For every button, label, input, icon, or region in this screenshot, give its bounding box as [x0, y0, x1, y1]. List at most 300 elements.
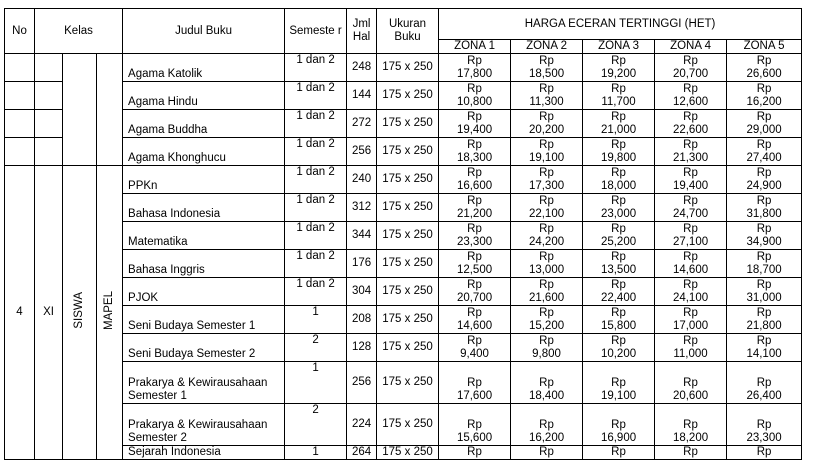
price-value: 26,400	[746, 390, 782, 402]
no-cell-blank	[5, 138, 35, 166]
price-value: 22,600	[672, 124, 709, 136]
currency-label: Rp	[683, 83, 698, 95]
currency-label: Rp	[467, 83, 482, 95]
currency-label: Rp	[467, 377, 482, 389]
currency-label: Rp	[683, 167, 698, 179]
price-value: 27,400	[746, 152, 782, 164]
price-value: 31,800	[746, 208, 782, 220]
price-value: 17,600	[456, 390, 493, 402]
group-kelas: XI	[35, 166, 63, 460]
price-value: 18,500	[528, 68, 565, 80]
header-zona-3: ZONA 3	[583, 40, 655, 54]
judul-buku-cell: PJOK	[123, 278, 285, 306]
price-value: 20,600	[672, 390, 709, 402]
price-value: 16,200	[528, 432, 565, 444]
currency-label: Rp	[611, 223, 626, 235]
price-cell-zona-2	[511, 306, 583, 334]
price-cell-zona-5	[727, 166, 802, 194]
currency-label: Rp	[756, 55, 772, 67]
price-cell-zona-4	[655, 222, 727, 250]
price-cell-zona-2	[511, 404, 583, 446]
semester-cell: 1 dan 2	[285, 110, 347, 138]
price-cell-zona-4	[655, 446, 727, 460]
currency-label: Rp	[756, 223, 772, 235]
group-no: 4	[5, 166, 35, 460]
price-cell-zona-4	[655, 250, 727, 278]
price-cell-zona-5	[727, 194, 802, 222]
judul-buku-cell: Agama Buddha	[123, 110, 285, 138]
siswa-cell-blank	[63, 54, 97, 166]
ukuran-buku-cell: 175 x 250	[377, 54, 439, 82]
price-cell-zona-1	[439, 110, 511, 138]
ukuran-buku-cell: 175 x 250	[377, 306, 439, 334]
semester-cell: 1 dan 2	[285, 278, 347, 306]
price-value: 11,300	[529, 96, 564, 108]
price-value: 11,700	[601, 96, 636, 108]
price-cell-zona-1	[439, 250, 511, 278]
price-cell-zona-2	[511, 250, 583, 278]
currency-label: Rp	[467, 307, 482, 319]
semester-cell: 1 dan 2	[285, 82, 347, 110]
ukuran-buku-cell: 175 x 250	[377, 362, 439, 404]
price-cell-zona-1	[439, 222, 511, 250]
price-value: 20,700	[672, 68, 709, 80]
currency-label: Rp	[756, 83, 772, 95]
price-value: 14,600	[456, 320, 493, 332]
header-het: HARGA ECERAN TERTINGGI (HET)	[439, 9, 802, 40]
currency-label: Rp	[467, 223, 482, 235]
currency-label: Rp	[467, 446, 482, 458]
currency-label: Rp	[683, 335, 698, 347]
price-cell-zona-2	[511, 362, 583, 404]
price-value: 23,000	[600, 208, 637, 220]
judul-buku-cell: PPKn	[123, 166, 285, 194]
price-cell-zona-5	[727, 278, 802, 306]
semester-cell: 1	[285, 446, 347, 460]
price-value: 23,300	[746, 432, 782, 444]
currency-label: Rp	[683, 111, 698, 123]
kelas-cell-blank	[35, 54, 63, 82]
semester-cell: 1 dan 2	[285, 250, 347, 278]
group-siswa	[63, 166, 97, 460]
price-cell-zona-3	[583, 404, 655, 446]
header-no: No	[5, 9, 35, 54]
currency-label: Rp	[467, 419, 482, 431]
price-value: 19,400	[672, 180, 709, 192]
currency-label: Rp	[611, 279, 626, 291]
currency-label: Rp	[683, 55, 698, 67]
mapel-label: MAPEL	[103, 291, 116, 330]
jml-hal-cell: 304	[347, 278, 377, 306]
price-value: 22,100	[528, 208, 565, 220]
currency-label: Rp	[539, 377, 554, 389]
currency-label: Rp	[683, 251, 698, 263]
currency-label: Rp	[467, 55, 482, 67]
currency-label: Rp	[539, 55, 554, 67]
currency-label: Rp	[611, 335, 626, 347]
semester-cell: 1	[285, 306, 347, 334]
price-cell-zona-4	[655, 138, 727, 166]
currency-label: Rp	[756, 167, 772, 179]
price-value: 10,800	[456, 96, 493, 108]
semester-cell: 1 dan 2	[285, 54, 347, 82]
jml-hal-cell: 224	[347, 404, 377, 446]
currency-label: Rp	[683, 223, 698, 235]
price-cell-zona-3	[583, 362, 655, 404]
currency-label: Rp	[539, 279, 554, 291]
price-cell-zona-5	[727, 362, 802, 404]
price-value: 15,600	[456, 432, 493, 444]
no-cell-blank	[5, 82, 35, 110]
price-cell-zona-1	[439, 54, 511, 82]
table-row	[5, 278, 802, 306]
currency-label: Rp	[539, 223, 554, 235]
ukuran-buku-cell: 175 x 250	[377, 404, 439, 446]
price-value: 17,000	[672, 320, 709, 332]
currency-label: Rp	[756, 195, 772, 207]
jml-hal-cell: 128	[347, 334, 377, 362]
header-zona-1: ZONA 1	[439, 40, 511, 54]
price-value: 21,600	[528, 292, 565, 304]
price-cell-zona-2	[511, 166, 583, 194]
currency-label: Rp	[467, 335, 482, 347]
judul-buku-cell: Matematika	[123, 222, 285, 250]
jml-hal-cell: 208	[347, 306, 377, 334]
semester-cell: 1 dan 2	[285, 222, 347, 250]
price-cell-zona-3	[583, 166, 655, 194]
price-cell-zona-1	[439, 334, 511, 362]
price-value: 21,200	[456, 208, 493, 220]
price-value: 27,100	[672, 236, 709, 248]
semester-cell: 2	[285, 334, 347, 362]
price-value: 17,800	[456, 68, 493, 80]
price-value: 9,400	[460, 348, 489, 360]
price-cell-zona-2	[511, 54, 583, 82]
currency-label: Rp	[683, 419, 698, 431]
ukuran-buku-cell: 175 x 250	[377, 138, 439, 166]
ukuran-buku-cell: 175 x 250	[377, 166, 439, 194]
siswa-label: SISWA	[73, 292, 85, 329]
price-cell-zona-2	[511, 446, 583, 460]
price-cell-zona-5	[727, 54, 802, 82]
price-value: 16,600	[456, 180, 493, 192]
ukuran-buku-cell: 175 x 250	[377, 278, 439, 306]
semester-cell: 1 dan 2	[285, 194, 347, 222]
kelas-cell-blank	[35, 82, 63, 110]
currency-label: Rp	[611, 446, 626, 458]
price-cell-zona-4	[655, 334, 727, 362]
ukuran-buku-cell: 175 x 250	[377, 250, 439, 278]
price-cell-zona-1	[439, 166, 511, 194]
currency-label: Rp	[756, 307, 772, 319]
currency-label: Rp	[467, 139, 482, 151]
price-value: 16,200	[746, 96, 782, 108]
currency-label: Rp	[467, 167, 482, 179]
jml-hal-cell: 256	[347, 362, 377, 404]
currency-label: Rp	[539, 419, 554, 431]
currency-label: Rp	[683, 377, 698, 389]
price-value: 19,100	[600, 390, 637, 402]
currency-label: Rp	[756, 251, 772, 263]
currency-label: Rp	[539, 195, 554, 207]
price-cell-zona-2	[511, 222, 583, 250]
price-cell-zona-3	[583, 54, 655, 82]
header-kelas: Kelas	[35, 9, 123, 54]
price-value: 18,700	[746, 264, 782, 276]
price-cell-zona-4	[655, 404, 727, 446]
judul-buku-cell: Seni Budaya Semester 2	[123, 334, 285, 362]
currency-label: Rp	[756, 377, 772, 389]
table-row	[5, 138, 802, 166]
price-cell-zona-3	[583, 278, 655, 306]
price-cell-zona-5	[727, 306, 802, 334]
price-value: 9,800	[532, 348, 561, 360]
currency-label: Rp	[539, 307, 554, 319]
price-value: 21,300	[672, 152, 709, 164]
price-value: 16,900	[600, 432, 637, 444]
currency-label: Rp	[467, 279, 482, 291]
table-row	[5, 306, 802, 334]
no-cell-blank	[5, 110, 35, 138]
price-cell-zona-2	[511, 138, 583, 166]
price-value: 15,200	[528, 320, 565, 332]
currency-label: Rp	[611, 83, 626, 95]
judul-buku-cell: Sejarah Indonesia	[123, 446, 285, 460]
table-row	[5, 194, 802, 222]
ukuran-buku-cell: 175 x 250	[377, 194, 439, 222]
price-cell-zona-2	[511, 278, 583, 306]
judul-buku-cell: Prakarya & Kewirausahaan Semester 2	[123, 404, 285, 446]
group-mapel	[97, 166, 123, 460]
price-cell-zona-1	[439, 138, 511, 166]
price-cell-zona-3	[583, 138, 655, 166]
table-row	[5, 166, 802, 194]
currency-label: Rp	[756, 279, 772, 291]
price-value: 11,000	[673, 348, 708, 360]
price-cell-zona-5	[727, 334, 802, 362]
price-cell-zona-1	[439, 404, 511, 446]
price-cell-zona-2	[511, 194, 583, 222]
price-cell-zona-5	[727, 250, 802, 278]
price-cell-zona-5	[727, 138, 802, 166]
price-value: 29,000	[746, 124, 782, 136]
jml-hal-cell: 344	[347, 222, 377, 250]
price-cell-zona-1	[439, 446, 511, 460]
currency-label: Rp	[756, 419, 772, 431]
price-cell-zona-5	[727, 404, 802, 446]
currency-label: Rp	[539, 335, 554, 347]
currency-label: Rp	[683, 307, 698, 319]
price-value: 12,500	[456, 264, 493, 276]
currency-label: Rp	[683, 195, 698, 207]
price-cell-zona-4	[655, 54, 727, 82]
price-cell-zona-1	[439, 306, 511, 334]
ukuran-buku-cell: 175 x 250	[377, 222, 439, 250]
price-cell-zona-4	[655, 306, 727, 334]
price-value: 19,200	[600, 68, 637, 80]
price-cell-zona-1	[439, 82, 511, 110]
currency-label: Rp	[539, 251, 554, 263]
price-value: 24,900	[746, 180, 782, 192]
price-value: 20,200	[528, 124, 565, 136]
currency-label: Rp	[539, 139, 554, 151]
currency-label: Rp	[539, 111, 554, 123]
judul-buku-cell: Agama Katolik	[123, 54, 285, 82]
kelas-cell-blank	[35, 138, 63, 166]
price-cell-zona-5	[727, 222, 802, 250]
price-cell-zona-4	[655, 82, 727, 110]
price-value: 24,700	[672, 208, 709, 220]
ukuran-buku-cell: 175 x 250	[377, 110, 439, 138]
judul-buku-cell: Seni Budaya Semester 1	[123, 306, 285, 334]
ukuran-buku-cell: 175 x 250	[377, 334, 439, 362]
price-value: 15,800	[600, 320, 637, 332]
currency-label: Rp	[756, 111, 772, 123]
het-price-table	[4, 8, 802, 460]
price-value: 18,200	[672, 432, 709, 444]
kelas-cell-blank	[35, 110, 63, 138]
price-cell-zona-4	[655, 166, 727, 194]
price-value: 12,600	[672, 96, 709, 108]
jml-hal-cell: 176	[347, 250, 377, 278]
header-judul-buku: Judul Buku	[123, 9, 285, 54]
table-row	[5, 110, 802, 138]
judul-buku-cell: Prakarya & Kewirausahaan Semester 1	[123, 362, 285, 404]
currency-label: Rp	[611, 195, 626, 207]
currency-label: Rp	[611, 251, 626, 263]
price-value: 17,300	[528, 180, 565, 192]
no-cell-blank	[5, 54, 35, 82]
price-value: 26,600	[746, 68, 782, 80]
price-cell-zona-3	[583, 250, 655, 278]
price-value: 18,300	[456, 152, 493, 164]
header-ukuran-buku: Ukuran Buku	[377, 9, 439, 54]
price-cell-zona-2	[511, 334, 583, 362]
table-row	[5, 222, 802, 250]
table-row	[5, 446, 802, 460]
header-zona-4: ZONA 4	[655, 40, 727, 54]
judul-buku-cell: Bahasa Indonesia	[123, 194, 285, 222]
price-cell-zona-4	[655, 362, 727, 404]
currency-label: Rp	[467, 251, 482, 263]
table-row	[5, 82, 802, 110]
semester-cell: 2	[285, 404, 347, 446]
jml-hal-cell: 272	[347, 110, 377, 138]
price-cell-zona-1	[439, 362, 511, 404]
price-cell-zona-2	[511, 82, 583, 110]
price-value: 19,800	[600, 152, 637, 164]
currency-label: Rp	[683, 279, 698, 291]
judul-buku-cell: Agama Khonghucu	[123, 138, 285, 166]
jml-hal-cell: 240	[347, 166, 377, 194]
currency-label: Rp	[756, 335, 772, 347]
price-value: 18,000	[600, 180, 637, 192]
header-zona-5: ZONA 5	[727, 40, 802, 54]
currency-label: Rp	[756, 139, 772, 151]
price-value: 13,000	[528, 264, 565, 276]
price-value: 19,100	[528, 152, 565, 164]
price-value: 24,100	[672, 292, 709, 304]
jml-hal-cell: 312	[347, 194, 377, 222]
price-value: 24,200	[528, 236, 565, 248]
price-value: 14,100	[746, 348, 782, 360]
price-value: 20,700	[456, 292, 493, 304]
price-value: 21,000	[600, 124, 637, 136]
currency-label: Rp	[539, 446, 554, 458]
currency-label: Rp	[756, 446, 772, 458]
price-cell-zona-5	[727, 82, 802, 110]
price-value: 10,200	[600, 348, 637, 360]
price-value: 22,400	[600, 292, 637, 304]
price-cell-zona-3	[583, 306, 655, 334]
currency-label: Rp	[611, 111, 626, 123]
header-zona-2: ZONA 2	[511, 40, 583, 54]
price-value: 34,900	[746, 236, 782, 248]
currency-label: Rp	[683, 446, 698, 458]
currency-label: Rp	[611, 55, 626, 67]
currency-label: Rp	[611, 167, 626, 179]
price-cell-zona-4	[655, 194, 727, 222]
currency-label: Rp	[467, 111, 482, 123]
price-value: 23,300	[456, 236, 493, 248]
price-cell-zona-3	[583, 194, 655, 222]
currency-label: Rp	[611, 419, 626, 431]
price-value: 25,200	[600, 236, 637, 248]
price-cell-zona-3	[583, 446, 655, 460]
jml-hal-cell: 264	[347, 446, 377, 460]
table-row	[5, 362, 802, 404]
semester-cell: 1 dan 2	[285, 138, 347, 166]
price-value: 19,400	[456, 124, 493, 136]
currency-label: Rp	[611, 307, 626, 319]
judul-buku-cell: Agama Hindu	[123, 82, 285, 110]
ukuran-buku-cell: 175 x 250	[377, 446, 439, 460]
currency-label: Rp	[611, 377, 626, 389]
jml-hal-cell: 248	[347, 54, 377, 82]
price-cell-zona-4	[655, 110, 727, 138]
table-row	[5, 54, 802, 82]
price-value: 13,500	[600, 264, 637, 276]
price-cell-zona-5	[727, 110, 802, 138]
price-value: 31,000	[746, 292, 782, 304]
header-jml-hal: Jml Hal	[347, 9, 377, 54]
jml-hal-cell: 144	[347, 82, 377, 110]
price-value: 18,400	[528, 390, 565, 402]
price-cell-zona-3	[583, 82, 655, 110]
currency-label: Rp	[467, 195, 482, 207]
price-cell-zona-3	[583, 334, 655, 362]
currency-label: Rp	[611, 139, 626, 151]
jml-hal-cell: 256	[347, 138, 377, 166]
price-value: 14,600	[672, 264, 709, 276]
semester-cell: 1 dan 2	[285, 166, 347, 194]
price-cell-zona-4	[655, 278, 727, 306]
table-row	[5, 404, 802, 446]
price-cell-zona-5	[727, 446, 802, 460]
price-cell-zona-3	[583, 110, 655, 138]
judul-buku-cell: Bahasa Inggris	[123, 250, 285, 278]
price-value: 21,800	[746, 320, 782, 332]
price-cell-zona-2	[511, 110, 583, 138]
currency-label: Rp	[539, 167, 554, 179]
semester-cell: 1	[285, 362, 347, 404]
header-semester: Semeste r	[285, 9, 347, 54]
price-cell-zona-1	[439, 194, 511, 222]
table-row	[5, 334, 802, 362]
ukuran-buku-cell: 175 x 250	[377, 82, 439, 110]
currency-label: Rp	[539, 83, 554, 95]
mapel-cell-blank	[97, 54, 123, 166]
